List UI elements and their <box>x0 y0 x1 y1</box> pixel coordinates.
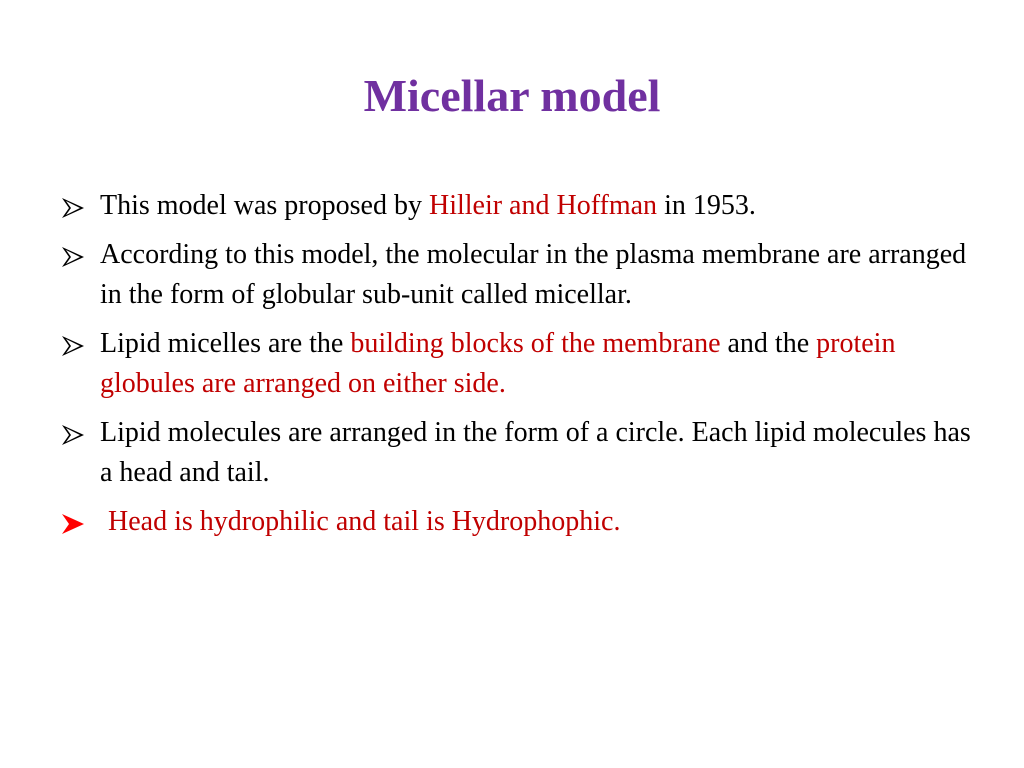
bullet-2-text: According to this model, the molecular in the plasma membrane are arranged in the form of globular sub-unit called micellar. <box>100 238 967 310</box>
slide-title: Micellar model <box>363 70 661 121</box>
bullet-4-text: Lipid molecules are arranged in the form of a circle. Each lipid molecules has a head and tail. <box>100 416 971 488</box>
bullet-list <box>60 186 980 550</box>
arrowhead-bullet-icon <box>60 513 86 535</box>
bullet-1-highlight-authors: Hilleir and Hoffman <box>428 190 658 221</box>
bullet-item-5 <box>60 502 980 543</box>
arrowhead-bullet-icon <box>60 424 86 446</box>
arrowhead-bullet-icon <box>60 197 86 219</box>
bullet-3-highlight-protein-globules: protein globules are arranged on either side. <box>100 327 896 399</box>
bullet-1-text-a: This model was proposed by <box>100 190 429 221</box>
bullet-1-text-b: in 1953. <box>657 190 756 221</box>
bullet-item-1 <box>60 186 980 227</box>
bullet-3-highlight-building-blocks: building blocks of the membrane <box>350 327 721 359</box>
bullet-5-text: Head is hydrophilic and tail is Hydrophophic. <box>108 505 621 537</box>
bullet-item-3 <box>60 324 980 405</box>
bullet-item-2 <box>60 235 980 316</box>
bullet-item-4 <box>60 413 980 494</box>
bullet-3-text-a: Lipid micelles are the <box>100 327 351 359</box>
arrowhead-bullet-icon <box>60 246 86 268</box>
arrowhead-bullet-icon <box>60 335 86 357</box>
bullet-3-text-b: and the <box>720 327 817 359</box>
